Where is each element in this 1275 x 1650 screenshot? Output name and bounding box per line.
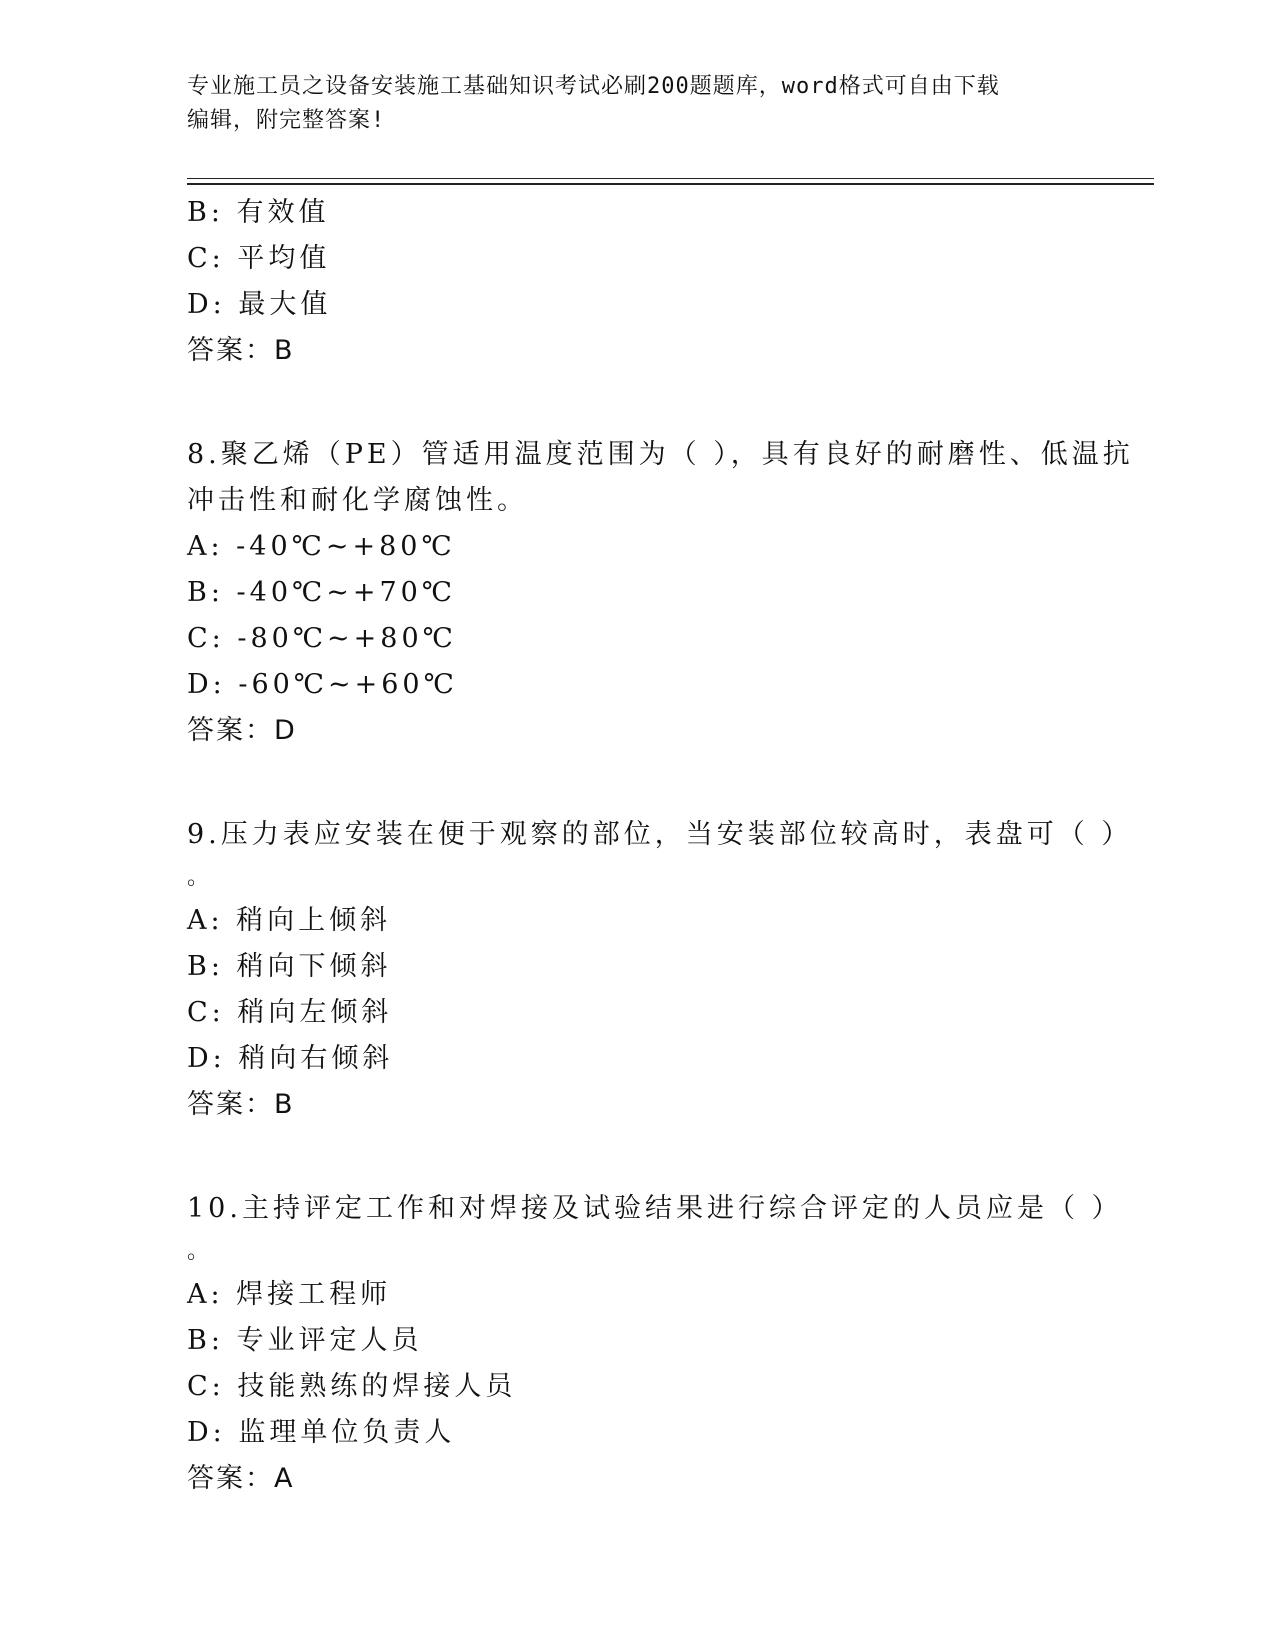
document-header <box>187 70 1067 138</box>
spacer <box>187 754 1087 812</box>
header-divider-thick <box>187 183 1154 185</box>
option-c: C: -80℃~+80℃ <box>187 623 457 654</box>
question-10-block <box>187 1186 1123 1502</box>
question-9-block <box>187 812 1133 1128</box>
question-title-continued: 。 <box>187 865 214 890</box>
prev-question-block <box>187 190 1087 374</box>
option-b: B: 稍向下倾斜 <box>187 951 392 982</box>
option-b: B: 专业评定人员 <box>187 1325 423 1356</box>
question-content <box>187 190 1134 1502</box>
option-c: C: 平均值 <box>187 243 331 274</box>
answer-line: 答案：D <box>187 715 297 746</box>
option-a: A: 稍向上倾斜 <box>187 905 392 936</box>
answer-line: 答案：B <box>187 335 295 366</box>
question-title-continued: 。 <box>187 1239 214 1264</box>
question-title: 8.聚乙烯（PE）管适用温度范围为（ ），具有良好的耐磨性、低温抗 <box>187 439 1134 470</box>
question-8-block <box>187 432 1134 754</box>
answer-line: 答案：A <box>187 1463 295 1494</box>
option-d: D: 最大值 <box>187 289 332 320</box>
option-c: C: 稍向左倾斜 <box>187 997 393 1028</box>
option-a: A: -40℃~+80℃ <box>187 531 456 562</box>
option-a: A: 焊接工程师 <box>187 1279 392 1310</box>
question-title: 9.压力表应安装在便于观察的部位，当安装部位较高时，表盘可（ ） <box>187 819 1133 850</box>
header-divider-thin <box>187 178 1154 179</box>
header-line-2: 编辑，附完整答案! <box>187 108 386 133</box>
question-title: 10.主持评定工作和对焊接及试验结果进行综合评定的人员应是（ ） <box>187 1193 1123 1224</box>
spacer <box>187 374 1087 432</box>
option-d: D: 监理单位负责人 <box>187 1417 456 1448</box>
answer-line: 答案：B <box>187 1089 295 1120</box>
spacer <box>187 1128 1087 1186</box>
option-c: C: 技能熟练的焊接人员 <box>187 1371 517 1402</box>
option-d: D: -60℃~+60℃ <box>187 669 458 700</box>
question-title-continued: 冲击性和耐化学腐蚀性。 <box>187 485 528 516</box>
option-b: B: 有效值 <box>187 197 330 228</box>
option-d: D: 稍向右倾斜 <box>187 1043 394 1074</box>
option-b: B: -40℃~+70℃ <box>187 577 457 608</box>
header-line-1: 专业施工员之设备安装施工基础知识考试必刷200题题库，word格式可自由下载 <box>187 74 1000 99</box>
